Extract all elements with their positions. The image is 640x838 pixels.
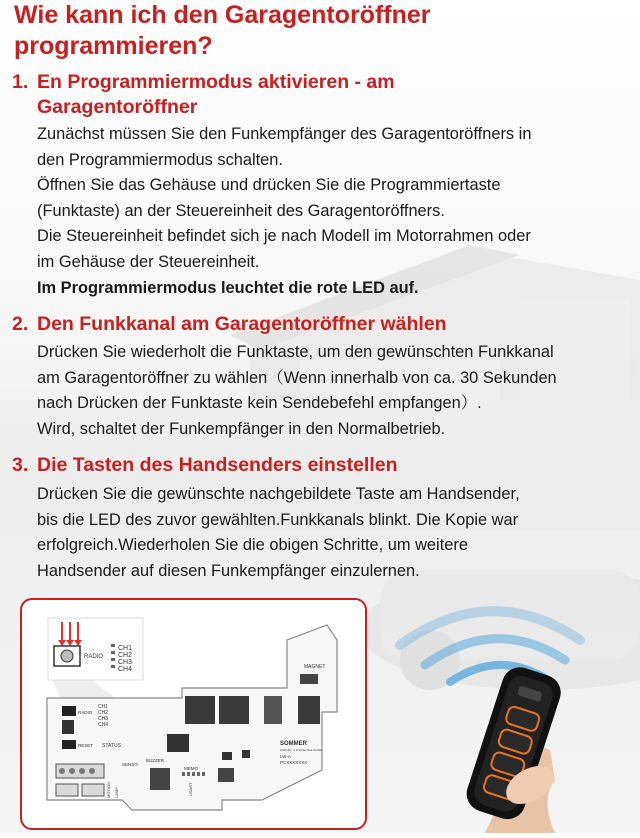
step-3-line: Handsender auf diesen Funkempfänger einzulernen.: [37, 561, 420, 580]
zoom-channel-label: CH4: [118, 666, 133, 673]
magnet-label: MAGNET: [304, 664, 326, 670]
zoom-channel-label: CH3: [118, 659, 133, 666]
step-2-line: am Garagentoröffner zu wählen（Wenn innerhalb von ca. 30 Sekunden: [37, 368, 557, 387]
serial-label: PCXXXXXXX: [280, 760, 308, 765]
radio-zoom-callout: [48, 618, 143, 700]
zoom-radio-label: RADIO: [84, 654, 104, 660]
main-channel-label: CH2: [98, 710, 109, 716]
step-3-line: Drücken Sie die gewünschte nachgebildete Taste am Handsender,: [37, 485, 520, 503]
main-channel-label: CH4: [98, 722, 109, 728]
remote-control-illustration: [380, 600, 640, 833]
radio-button: [62, 706, 76, 716]
step-2-text: [37, 340, 637, 442]
buzzer-label: BUZZER: [146, 758, 164, 763]
page-title: Wie kann ich den Garagentoröffner programmieren?: [14, 1, 431, 60]
connector-component: [264, 696, 282, 724]
step-1-line: im Gehäuse der Steuereinheit.: [37, 252, 260, 271]
zoom-channel-label: CH2: [118, 652, 133, 659]
step-3-text: [37, 482, 637, 584]
relay-component: [185, 696, 215, 724]
zoom-channel-label: CH1: [118, 645, 133, 652]
capacitor-component: [218, 768, 234, 782]
main-channel-label: CH1: [98, 704, 109, 710]
step-1-line: Die Steuereinheit befindet sich je nach Modell im Motorrahmen oder: [37, 227, 531, 246]
motion-label: MOTION: [106, 782, 111, 798]
step-1-highlight: Im Programmiermodus leuchtet die rote LED auf.: [37, 278, 419, 297]
brand-label: SOMMER: [280, 741, 307, 747]
circuit-board-illustration: [22, 600, 365, 828]
memo-label: MEMO: [184, 766, 198, 771]
step-1-number: 1.: [12, 71, 29, 93]
reset-label: RESET: [78, 743, 94, 748]
step-1-line: Zunächst müssen Sie den Funkempfänger des Garagentoröffners in: [37, 125, 532, 143]
dip-switch: [62, 720, 74, 734]
chip-component: [167, 734, 189, 752]
senso-label: SENSO: [122, 762, 138, 767]
step-2-heading-line1: Den Funkkanal am Garagentoröffner wählen: [37, 313, 447, 335]
step-1-heading: [12, 70, 632, 120]
remote-control-graphic: [380, 600, 640, 833]
step-2-line: Wird, schaltet der Funkempfänger in den Normalbetrieb.: [37, 419, 446, 438]
magnet-connector: [298, 696, 320, 724]
usart-label: USART: [188, 782, 193, 796]
reset-button: [62, 740, 76, 749]
step-3-heading-line1: Die Tasten des Handsenders einstellen: [37, 454, 398, 476]
main-radio-label: RADIO: [78, 710, 93, 715]
circuit-board-panel: [20, 598, 367, 830]
main-channel-label: CH3: [98, 716, 109, 722]
step-1-line: Öffnen Sie das Gehäuse und drücken Sie die Programmiertaste: [37, 176, 501, 195]
step-3-line: bis die LED des zuvor gewählten.Funkkanals blinkt. Die Kopie war: [37, 510, 519, 529]
small-component: [222, 752, 232, 760]
magnet-socket: [300, 674, 318, 684]
step-3-line: erfolgreich.Wiederholen Sie die obigen Schritte, um weitere: [37, 536, 468, 555]
status-label: STATUS: [102, 743, 121, 749]
relay-component: [219, 696, 249, 724]
model-label: LW-A: [280, 754, 291, 759]
step-3-number: 3.: [12, 454, 29, 476]
brand-sub-label: Antriebs- u. Funktechnik GmbH: [280, 748, 322, 752]
signal-waves-icon: [400, 611, 580, 682]
step-2-number: 2.: [12, 313, 29, 335]
step-1-heading-line1: En Programmiermodus aktivieren - am: [37, 71, 395, 93]
step-2-line: nach Drücken der Funktaste kein Sendebefehl empfangen）.: [37, 394, 482, 413]
lamp-label: LAMP: [114, 787, 119, 798]
step-1-line: den Programmiermodus schalten.: [37, 150, 283, 169]
buzzer-component: [150, 768, 170, 790]
step-2-line: Drücken Sie wiederholt die Funktaste, um den gewünschten Funkkanal: [37, 343, 554, 361]
step-2-heading: [12, 312, 632, 337]
step-1-line: (Funktaste) an der Steuereinheit des Garagentoröffners.: [37, 201, 445, 220]
step-3-heading: [12, 453, 632, 478]
step-1-heading-line2: Garagentoröffner: [37, 96, 198, 118]
small-component: [242, 750, 250, 758]
step-1-text: [37, 122, 637, 301]
